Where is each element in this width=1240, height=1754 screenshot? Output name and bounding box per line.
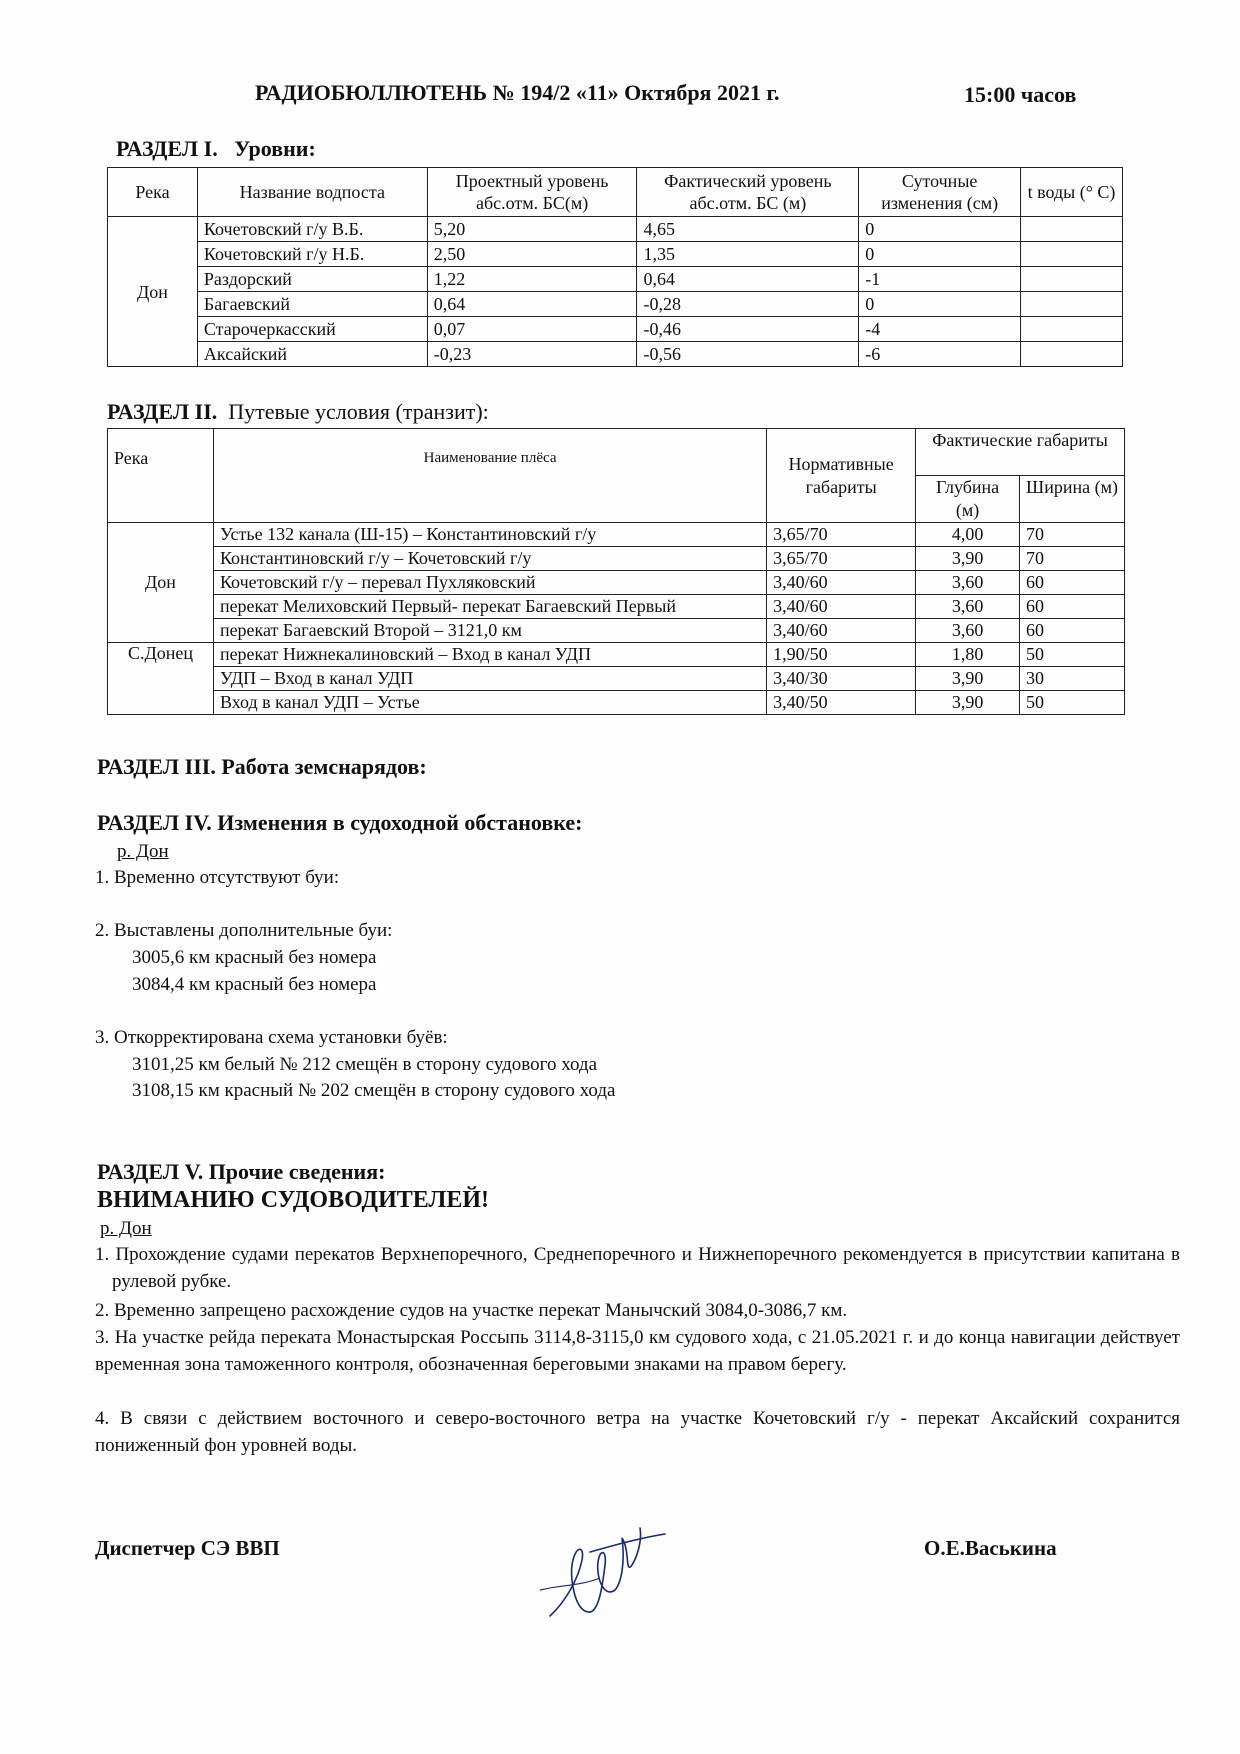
- section4-item-3-line: 3101,25 км белый № 212 смещён в сторону судового хода: [132, 1054, 598, 1075]
- note-2: 2. Временно запрещено расхождение судов на участке перекат Манычский 3084,0-3086,7 км.: [95, 1300, 848, 1321]
- levels-table: [107, 167, 1123, 367]
- header-water-temp: t воды (° C): [1021, 168, 1123, 217]
- daily-change: 0: [859, 292, 1021, 317]
- table-row: [108, 619, 1125, 643]
- bulletin-title: РАДИОБЮЛЛЮТЕНЬ № 194/2 «11» Октября 2021 г.: [255, 80, 780, 105]
- post-name: Багаевский: [197, 292, 427, 317]
- table-row: [108, 643, 1125, 667]
- design-level: -0,23: [427, 342, 637, 367]
- header-width: Ширина (м): [1020, 476, 1125, 523]
- post-name: Старочеркасский: [197, 317, 427, 342]
- section4-item-2-line: 3084,4 км красный без номера: [132, 974, 377, 995]
- stretch-name: УДП – Вход в канал УДП: [213, 667, 766, 691]
- design-level: 1,22: [427, 267, 637, 292]
- actual-level: -0,28: [637, 292, 859, 317]
- table-row: [108, 317, 1123, 342]
- actual-width: 30: [1020, 667, 1125, 691]
- section4-item-3-line: 3108,15 км красный № 202 смещён в сторону судового хода: [132, 1080, 616, 1101]
- table-row: [108, 667, 1125, 691]
- dispatcher-role: Диспетчер СЭ ВВП: [95, 1536, 280, 1560]
- actual-width: 70: [1020, 547, 1125, 571]
- stretch-name: Кочетовский г/у – перевал Пухляковский: [213, 571, 766, 595]
- note-1-text: 1. Прохождение судами перекатов Верхнепоречного, Среднепоречного и Нижнепоречного рекомендуется в присутствии капитана в рулевой рубке.: [95, 1244, 1180, 1292]
- table-row: [108, 217, 1123, 242]
- actual-depth: 4,00: [916, 523, 1020, 547]
- post-name: Аксайский: [197, 342, 427, 367]
- actual-width: 50: [1020, 643, 1125, 667]
- dispatcher-name: О.Е.Васькина: [924, 1536, 1057, 1560]
- route-header-row: [108, 429, 1125, 476]
- water-temp: [1021, 217, 1123, 242]
- attention-heading: ВНИМАНИЮ СУДОВОДИТЕЛЕЙ!: [97, 1187, 489, 1213]
- route-table: [107, 428, 1125, 715]
- water-temp: [1021, 292, 1123, 317]
- header-depth: Глубина (м): [916, 476, 1020, 523]
- bulletin-time: 15:00 часов: [964, 82, 1077, 107]
- section2-title-rest: Путевые условия (транзит):: [228, 399, 489, 424]
- table-row: [108, 691, 1125, 715]
- actual-width: 50: [1020, 691, 1125, 715]
- river-cell: С.Донец: [108, 643, 214, 715]
- table-row: [108, 547, 1125, 571]
- post-name: Кочетовский г/у В.Б.: [197, 217, 427, 242]
- daily-change: -1: [859, 267, 1021, 292]
- header-actual: Фактические габариты: [916, 429, 1125, 476]
- actual-depth: 3,90: [916, 667, 1020, 691]
- water-temp: [1021, 267, 1123, 292]
- normative-dims: 3,40/50: [767, 691, 916, 715]
- section3-title: РАЗДЕЛ III. Работа земснарядов:: [97, 754, 427, 779]
- section4-river: р. Дон: [117, 841, 169, 862]
- header-river: Река: [108, 168, 198, 217]
- table-row: [108, 292, 1123, 317]
- note-4: 4. В связи с действием восточного и северо-восточного ветра на участке Кочетовский г/у - перекат Аксайский сохранится пониженный фон уровней воды.: [95, 1408, 1180, 1456]
- post-name: Кочетовский г/у Н.Б.: [197, 242, 427, 267]
- actual-depth: 3,90: [916, 691, 1020, 715]
- section5-river: р. Дон: [100, 1218, 152, 1239]
- water-temp: [1021, 342, 1123, 367]
- signature-image: [530, 1520, 670, 1625]
- stretch-name: Константиновский г/у – Кочетовский г/у: [213, 547, 766, 571]
- header-post-name: Название водпоста: [197, 168, 427, 217]
- section4-item-3: 3. Откорректирована схема установки буёв:: [95, 1027, 448, 1048]
- normative-dims: 3,40/60: [767, 571, 916, 595]
- design-level: 2,50: [427, 242, 637, 267]
- table-row: [108, 571, 1125, 595]
- table-row: [108, 523, 1125, 547]
- section4-title: РАЗДЕЛ IV. Изменения в судоходной обстановке:: [97, 810, 583, 835]
- river-cell: Дон: [108, 217, 198, 367]
- section2-title: [107, 399, 489, 425]
- stretch-name: перекат Мелиховский Первый- перекат Багаевский Первый: [213, 595, 766, 619]
- design-level: 0,64: [427, 292, 637, 317]
- stretch-name: Вход в канал УДП – Устье: [213, 691, 766, 715]
- table-row: [108, 267, 1123, 292]
- actual-level: -0,46: [637, 317, 859, 342]
- daily-change: -6: [859, 342, 1021, 367]
- header-actual-level: Фактический уровень абс.отм. БС (м): [637, 168, 859, 217]
- header-normative: Нормативные габариты: [767, 429, 916, 523]
- section1-title: [116, 136, 316, 162]
- actual-level: 4,65: [637, 217, 859, 242]
- normative-dims: 3,65/70: [767, 523, 916, 547]
- note-3: 3. На участке рейда переката Монастырская Россыпь 3114,8-3115,0 км судового хода, с 21.05.2021 г. и до конца навигации действует временная зона таможенного контроля, обозначенная береговыми знаками на правом берегу.: [95, 1327, 1180, 1375]
- actual-depth: 3,90: [916, 547, 1020, 571]
- section4-item-2-line: 3005,6 км красный без номера: [132, 947, 377, 968]
- normative-dims: 1,90/50: [767, 643, 916, 667]
- stretch-name: перекат Багаевский Второй – 3121,0 км: [213, 619, 766, 643]
- section5-title: РАЗДЕЛ V. Прочие сведения:: [97, 1159, 386, 1184]
- normative-dims: 3,40/60: [767, 619, 916, 643]
- table-row: [108, 595, 1125, 619]
- header-stretch: Наименование плёса: [213, 429, 766, 523]
- header-daily-change: Суточные изменения (см): [859, 168, 1021, 217]
- stretch-name: перекат Нижнекалиновский – Вход в канал УДП: [213, 643, 766, 667]
- actual-depth: 3,60: [916, 571, 1020, 595]
- daily-change: 0: [859, 217, 1021, 242]
- daily-change: 0: [859, 242, 1021, 267]
- actual-level: -0,56: [637, 342, 859, 367]
- daily-change: -4: [859, 317, 1021, 342]
- normative-dims: 3,65/70: [767, 547, 916, 571]
- actual-level: 1,35: [637, 242, 859, 267]
- section4-item-2: 2. Выставлены дополнительные буи:: [95, 920, 393, 941]
- levels-header-row: [108, 168, 1123, 217]
- header-river: Река: [108, 429, 214, 523]
- actual-depth: 3,60: [916, 619, 1020, 643]
- water-temp: [1021, 242, 1123, 267]
- header-design-level: Проектный уровень абс.отм. БС(м): [427, 168, 637, 217]
- actual-depth: 1,80: [916, 643, 1020, 667]
- table-row: [108, 242, 1123, 267]
- section2-title-bold: РАЗДЕЛ II.: [107, 399, 218, 424]
- river-cell: Дон: [108, 523, 214, 643]
- post-name: Раздорский: [197, 267, 427, 292]
- actual-level: 0,64: [637, 267, 859, 292]
- normative-dims: 3,40/30: [767, 667, 916, 691]
- section1-title-rest: Уровни:: [234, 136, 316, 161]
- design-level: 0,07: [427, 317, 637, 342]
- table-row: [108, 342, 1123, 367]
- stretch-name: Устье 132 канала (Ш-15) – Константиновский г/у: [213, 523, 766, 547]
- section4-item-1: 1. Временно отсутствуют буи:: [95, 867, 340, 888]
- normative-dims: 3,40/60: [767, 595, 916, 619]
- actual-width: 70: [1020, 523, 1125, 547]
- actual-width: 60: [1020, 571, 1125, 595]
- design-level: 5,20: [427, 217, 637, 242]
- actual-width: 60: [1020, 619, 1125, 643]
- section1-title-bold: РАЗДЕЛ I.: [116, 136, 218, 161]
- note-1: [95, 1241, 1180, 1295]
- water-temp: [1021, 317, 1123, 342]
- actual-depth: 3,60: [916, 595, 1020, 619]
- actual-width: 60: [1020, 595, 1125, 619]
